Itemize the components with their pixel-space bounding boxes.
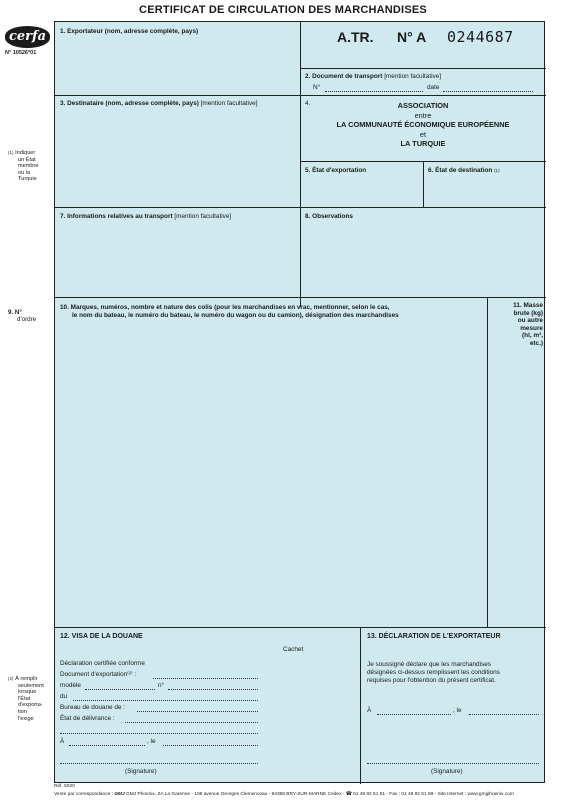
box3-label (60, 100, 258, 108)
side-note-1-line: ou la (18, 169, 31, 176)
box11-line3: ou autre (517, 317, 543, 324)
side-note-1-line: un État (18, 156, 36, 163)
side-note-2-line: lorsque (18, 689, 37, 696)
box2-date: date (427, 84, 440, 91)
box12-bureau: Bureau de douane de : (60, 704, 126, 711)
box13-a: À (367, 707, 372, 714)
box12-line1: Déclaration certifiée conforme (60, 660, 145, 667)
box12-line2: Document d'exportation⁽²⁾ : (60, 671, 137, 678)
divider-box12-top (55, 627, 546, 628)
box6-label (428, 167, 500, 175)
box12-no: n° (158, 682, 165, 689)
assoc-line2: entre (414, 110, 432, 120)
box4-label: 4. (305, 100, 311, 107)
box12-no-field[interactable] (168, 689, 258, 690)
atr-label: A.TR. (337, 29, 374, 45)
box12-export-doc-field[interactable] (153, 678, 258, 679)
box13-signature-field[interactable] (367, 763, 539, 764)
box11-line5: (hl, m³, (522, 332, 543, 339)
box3-title: 3. Destinataire (nom, adresse complète, pays) (60, 100, 199, 107)
box12-a: À (60, 738, 65, 745)
divider-box3-top (55, 95, 546, 96)
box12-du: du (60, 693, 68, 700)
side-note-1-mark: (1) (8, 150, 14, 155)
form-number: N° 10526*01 (5, 50, 37, 56)
box13-text-line2: désignées ci-dessus remplissent les conditions (367, 669, 500, 676)
box13-text-line3: requises pour l'obtention du présent certificat. (367, 677, 496, 684)
box12-place-field[interactable] (69, 745, 145, 746)
side-note-1-line: Indiquer (15, 150, 36, 156)
footer-ref: Réf. 5020 (54, 784, 75, 789)
side-note-1-line: Turquie (18, 176, 37, 183)
assoc-line4: et (419, 129, 427, 139)
box6-title: 6. État de destination (428, 167, 493, 174)
box9-label-line2: d'ordre (17, 315, 37, 323)
box11-line4: mesure (520, 324, 543, 332)
box6-note: (1) (494, 168, 500, 173)
side-note-2-line: l'État (18, 695, 31, 702)
side-note-2 (8, 676, 44, 722)
box2-title: 2. Document de transport (305, 73, 383, 80)
box12-le: , le (147, 738, 156, 745)
box13-date-field[interactable] (469, 714, 539, 715)
assoc-line3: LA COMMUNAUTÉ ÉCONOMIQUE EUROPÉENNE (336, 120, 510, 129)
box2-optional: [mention facultative] (384, 73, 442, 80)
side-note-1-line: membre (18, 163, 39, 170)
box2-no-field[interactable] (325, 91, 423, 92)
box13-place-field[interactable] (377, 714, 451, 715)
box13-text-line1: Je soussigné déclare que les marchandises (367, 661, 491, 668)
box5-label: 5. État d'exportation (305, 167, 367, 174)
box13-text (367, 661, 542, 685)
footer-line (54, 792, 514, 797)
page-title: CERTIFICAT DE CIRCULATION DES MARCHANDISES (139, 4, 427, 16)
box7-optional: [mention facultative] (174, 213, 232, 220)
box12-bureau-field[interactable] (137, 711, 258, 712)
side-note-2-line: d'exporta- (18, 702, 43, 709)
association-block (305, 101, 541, 149)
side-note-2-line: l'exige (18, 715, 34, 722)
box9-label (8, 310, 36, 323)
box11-label (491, 302, 543, 347)
side-note-1 (8, 150, 39, 183)
box12-etat-field[interactable] (125, 722, 258, 723)
box2-date-field[interactable] (443, 91, 533, 92)
box13-signature: (Signature) (431, 768, 463, 775)
divider-box7-top (55, 207, 546, 208)
box12-etat: État de délivrance : (60, 715, 115, 722)
atr-number: 0244687 (447, 28, 514, 46)
side-note-2-line: seulement (18, 682, 44, 689)
atr-no-label: N° A (397, 29, 427, 45)
assoc-line5: LA TURQUIE (400, 139, 446, 148)
divider-box12-13 (360, 627, 361, 784)
box2-no: N° (313, 84, 321, 91)
box12-modele: modèle (60, 682, 81, 689)
box10-line1: 10. Marques, numéros, nombre et nature des colis (pour les marchandises en vrac, mentionner, selon le cas, (60, 304, 390, 311)
footer-sales: Vente par correspondance : (54, 792, 113, 797)
divider-box5-6 (423, 161, 424, 207)
box12-extra-field[interactable] (60, 733, 258, 734)
box10-label (60, 304, 485, 320)
box1-label: 1. Exportateur (nom, adresse complète, pays) (60, 28, 199, 35)
box12-signature-field[interactable] (60, 763, 258, 764)
assoc-line1: ASSOCIATION (397, 101, 449, 110)
box8-label: 8. Observations (305, 213, 353, 220)
certificate-form (54, 21, 545, 783)
box13-le: , le (453, 707, 462, 714)
box12-modele-field[interactable] (85, 689, 155, 690)
side-note-2-line: tion (18, 708, 28, 715)
box13-title: 13. DÉCLARATION DE L'EXPORTATEUR (367, 633, 501, 640)
box12-date-field[interactable] (163, 745, 258, 746)
divider-col-main (300, 22, 301, 307)
box10-line2: le nom du bateau, le numéro du bateau, le numéro du wagon ou du camion), désignation des marchandises (72, 312, 399, 319)
box9-label-line1: 9. N° (8, 309, 22, 316)
side-note-2-mark: (2) (8, 676, 14, 681)
divider-box11 (487, 297, 488, 627)
box12-title: 12. VISA DE LA DOUANE (60, 633, 143, 640)
cerfa-logo: cerfa (5, 26, 50, 48)
box11-line2: brute (kg) (513, 309, 543, 317)
box11-line1: 11. Masse (513, 302, 543, 309)
footer-address: GMJ Phoenix, ZA La Garenne - 108 avenue Georges Clemenceau - 94368 BRY-SUR-MARNE Cedex - ☎ 01 48 82 51 51 - Fax : 01 48 82 51 59 - Site Internet : www.gmjphoenix.com (126, 792, 514, 797)
box7-title: 7. Informations relatives au transport (60, 213, 173, 220)
divider-box10-top (55, 297, 546, 298)
box11-line6: etc.) (529, 339, 543, 347)
box2-label (305, 73, 441, 81)
divider-box2-top (300, 68, 546, 69)
box7-label (60, 213, 231, 221)
box12-cachet: Cachet (283, 646, 304, 653)
box12-du-field[interactable] (73, 700, 258, 701)
side-note-2-line: À remplir (15, 676, 38, 682)
box3-optional: [mention facultative] (200, 100, 258, 107)
box12-signature: (Signature) (125, 768, 157, 775)
gmj-logo: GMJ (114, 792, 125, 797)
